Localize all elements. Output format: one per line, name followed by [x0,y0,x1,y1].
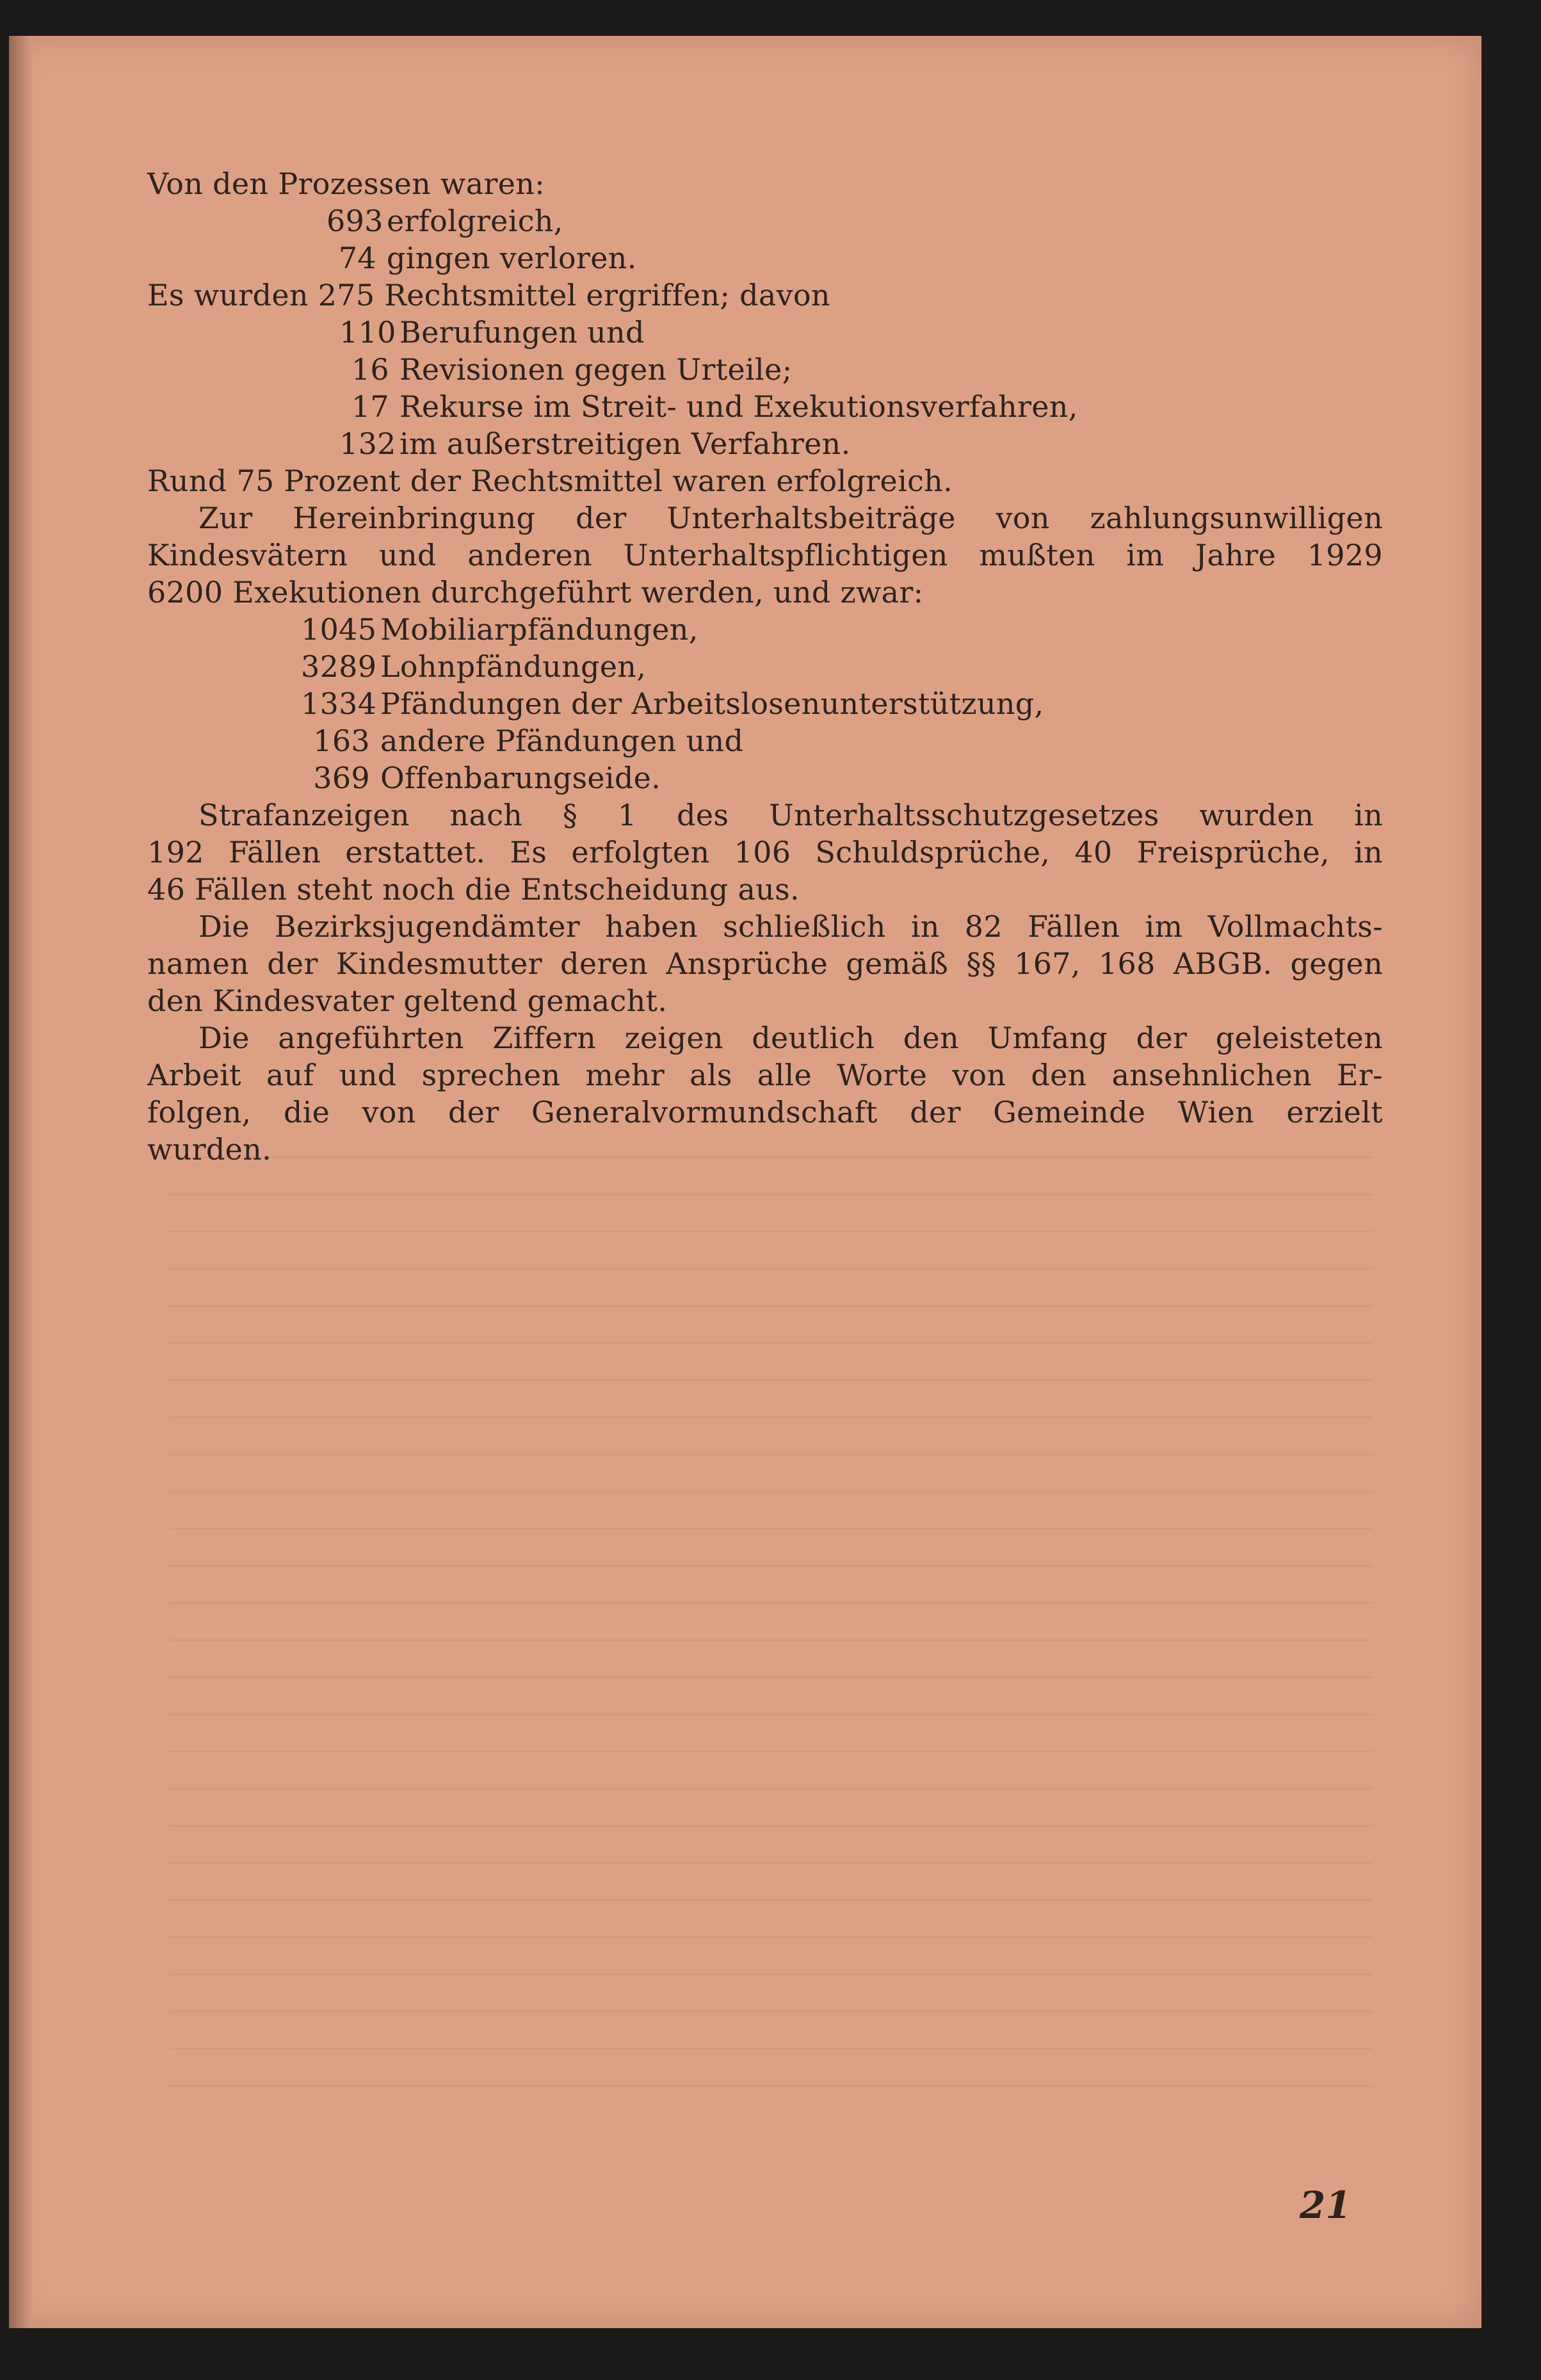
paragraph-line: Strafanzeigen nach § 1 des Unterhaltsschutzgesetzes wurden in [198,798,1383,832]
list-item-text: Lohnpfändungen, [380,649,647,684]
paragraph-line: Zur Hereinbringung der Unterhaltsbeiträge von zahlungsunwilligen [198,501,1383,535]
page-body-text [147,165,1383,1168]
list-item [147,759,1383,797]
prozesse-intro: Von den Prozessen waren: [147,166,545,201]
list-item-text: Berufungen und [399,315,645,350]
page-spine-edge [9,36,32,2328]
show-through-texture [169,1156,1373,2117]
list-item-number: 163 [313,724,370,758]
list-item [147,239,1383,277]
list-item-text: Pfändungen der Arbeitslosenunterstützung, [380,686,1044,721]
list-item-number: 3289 [301,649,377,684]
list-item [147,722,1383,759]
paragraph-line: 6200 Exekutionen durchgeführt werden, und zwar: [147,575,924,610]
list-item [147,648,1383,685]
rechtsmittel-intro: Es wurden 275 Rechtsmittel ergriffen; davon [147,278,830,312]
list-item-number: 74 [338,241,376,275]
list-item-number: 1334 [301,686,377,721]
paragraph-line: folgen, die von der Generalvormundschaft der Gemeinde Wien erzielt [147,1095,1383,1129]
paragraph-line: 192 Fällen erstattet. Es erfolgten 106 Schuldsprüche, 40 Freisprüche, in [147,835,1383,870]
list-item-number: 132 [339,426,396,461]
list-item-number: 1045 [301,612,377,647]
list-item-text: im außerstreitigen Verfahren. [399,426,851,461]
paragraph-line: Die angeführten Ziffern zeigen deutlich den Umfang der geleisteten [198,1021,1383,1055]
list-item-number: 17 [351,389,389,424]
paragraph-line: Die Bezirksjugendämter haben schließlich in 82 Fällen im Vollmachts- [198,909,1383,944]
list-item-text: erfolgreich, [387,204,563,238]
paragraph-line: namen der Kindesmutter deren Ansprüche gemäß §§ 167, 168 ABGB. gegen [147,946,1383,981]
list-item-text: Mobiliarpfändungen, [380,612,698,647]
page-number: 21 [1300,2183,1351,2227]
paragraph-line: den Kindesvater geltend gemacht. [147,984,668,1018]
list-item [147,202,1383,239]
list-item-text: andere Pfändungen und [380,724,744,758]
list-item [147,388,1383,425]
paragraph-line: Arbeit auf und sprechen mehr als alle Worte von den ansehnlichen Er- [147,1058,1383,1092]
list-item-number: 16 [351,352,389,387]
paragraph-line: wurden. [147,1132,272,1167]
list-item-text: Revisionen gegen Urteile; [399,352,793,387]
list-item-number: 110 [339,315,396,350]
list-item [147,314,1383,351]
paragraph-line: 46 Fällen steht noch die Entscheidung aus. [147,872,800,907]
list-item [147,685,1383,722]
list-item [147,351,1383,388]
list-item-text: Offenbarungseide. [380,761,661,795]
paragraph-line: Kindesvätern und anderen Unterhaltspflichtigen mußten im Jahre 1929 [147,538,1383,572]
list-item [147,611,1383,648]
list-item [147,425,1383,462]
list-item-text: Rekurse im Streit- und Exekutionsverfahren, [399,389,1078,424]
rechtsmittel-summary: Rund 75 Prozent der Rechtsmittel waren erfolgreich. [147,464,953,498]
list-item-number: 693 [327,204,383,238]
list-item-number: 369 [313,761,370,795]
list-item-text: gingen verloren. [387,241,637,275]
